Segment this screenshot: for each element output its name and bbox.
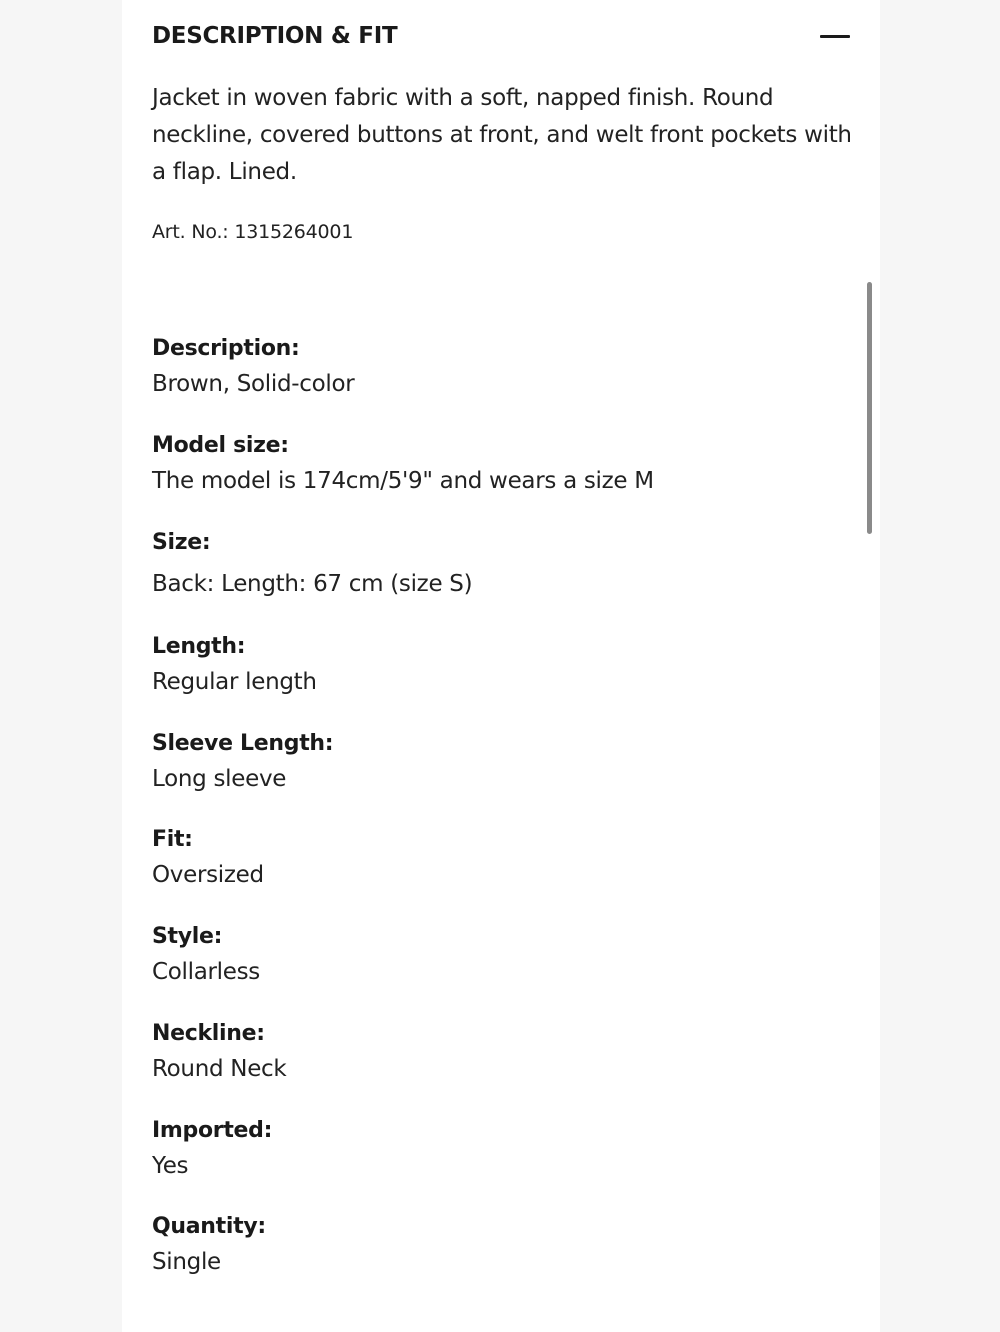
collapse-button[interactable] — [812, 18, 852, 54]
attribute-description — [152, 332, 852, 402]
scrollbar-thumb[interactable] — [867, 282, 872, 534]
attribute-value: Collarless — [152, 959, 260, 985]
attribute-label: Fit: — [152, 827, 193, 852]
attribute-value: Oversized — [152, 862, 264, 888]
attribute-imported — [152, 1114, 852, 1184]
attribute-size — [152, 526, 852, 602]
attribute-style — [152, 920, 852, 990]
attribute-label: Description: — [152, 336, 300, 361]
attribute-value: Brown, Solid-color — [152, 371, 355, 397]
attribute-value: Round Neck — [152, 1056, 287, 1082]
attribute-value: Back: Length: 67 cm (size S) — [152, 571, 473, 597]
attribute-sleeve-length — [152, 727, 852, 797]
attribute-label: Style: — [152, 924, 223, 949]
attribute-label: Sleeve Length: — [152, 731, 334, 756]
attribute-value: The model is 174cm/5'9" and wears a size M — [152, 468, 654, 494]
product-description-text: Jacket in woven fabric with a soft, napped finish. Round neckline, covered buttons at front, and welt front pockets with a flap. Lined. — [152, 85, 852, 185]
attribute-label: Length: — [152, 634, 246, 659]
scrollbar[interactable] — [867, 282, 873, 534]
attribute-value: Long sleeve — [152, 766, 287, 792]
attribute-value: Yes — [152, 1153, 189, 1179]
attribute-fit — [152, 823, 852, 893]
attribute-label: Model size: — [152, 433, 289, 458]
attribute-value: Single — [152, 1249, 221, 1275]
article-number: Art. No.: 1315264001 — [152, 221, 354, 243]
attribute-label: Size: — [152, 530, 211, 555]
attribute-label: Quantity: — [152, 1214, 266, 1239]
attribute-length — [152, 630, 852, 700]
attribute-quantity — [152, 1210, 852, 1280]
section-title: DESCRIPTION & FIT — [152, 23, 398, 49]
attribute-model-size — [152, 429, 852, 499]
accordion-header[interactable] — [152, 18, 852, 54]
attribute-label: Imported: — [152, 1118, 273, 1143]
attribute-value: Regular length — [152, 669, 317, 695]
attribute-neckline — [152, 1017, 852, 1087]
attribute-label: Neckline: — [152, 1021, 265, 1046]
minus-icon — [820, 35, 850, 38]
